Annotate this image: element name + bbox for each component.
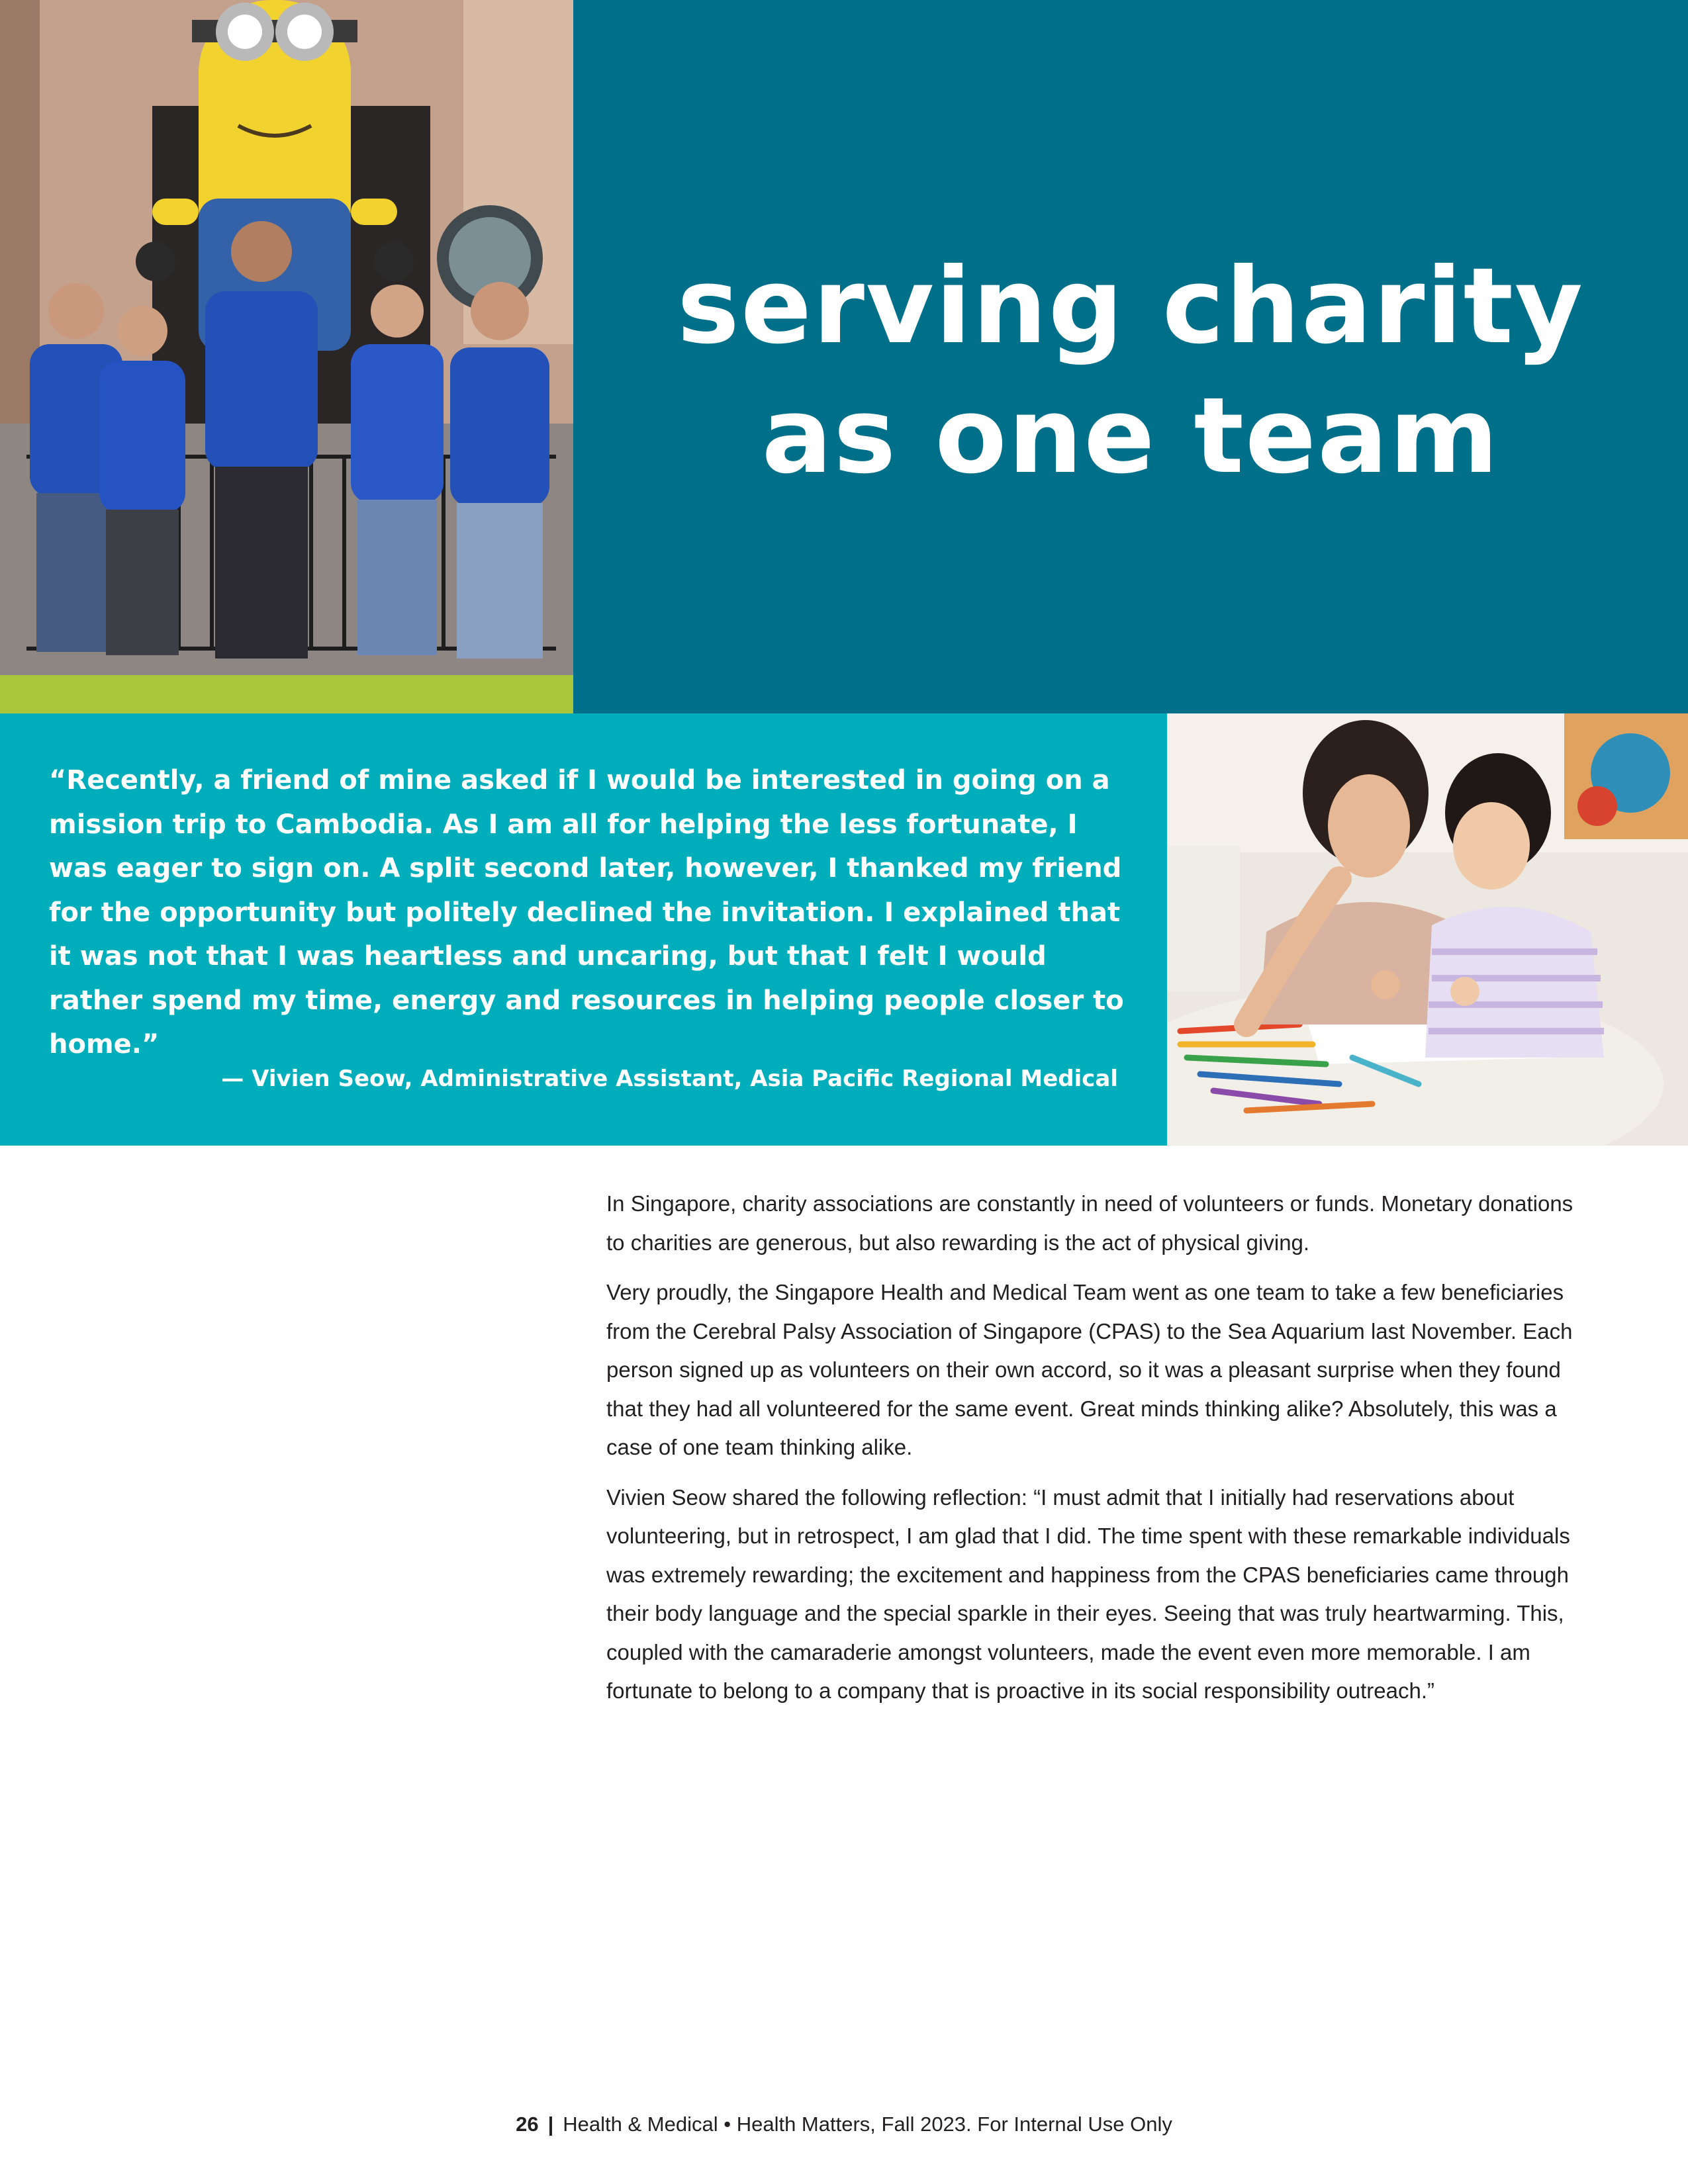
quote-attribution: — Vivien Seow, Administrative Assistant, Asia Pacific Regional Medical [221, 1066, 1118, 1092]
footer-text: Health & Medical • Health Matters, Fall 2023. For Internal Use Only [563, 2113, 1172, 2136]
body-paragraph-2: Very proudly, the Singapore Health and Medical Team went as one team to take a few beneficiaries from the Cerebral Palsy Association of Singapore (CPAS) to the Sea Aquarium last November. Each person signed up as volunteers on their own accord, so it was a pleasant surprise when they found that they had all volunteered for the same event. Great minds thinking alike? Absolutely, this was a case of one team thinking alike. [606, 1280, 1573, 1459]
team-photo [0, 0, 573, 675]
body-paragraph-1: In Singapore, charity associations are constantly in need of volunteers or funds. Monetary donations to charities are generous, but also rewarding is the act of physical giving. [606, 1191, 1573, 1255]
pull-quote: “Recently, a friend of mine asked if I would be interested in going on a mission trip to Cambodia. As I am all for helping the less fortunate, I was eager to sign on. A split second later, however, I thanked my friend for the opportunity but politely declined the invitation. I explained that it was not that I was heartless and uncaring, but that I felt I would rather spend my time, energy and resources in helping people closer to home.” [49, 765, 1124, 1060]
drawing-photo [1167, 713, 1688, 1146]
body-paragraph-3: Vivien Seow shared the following reflection: “I must admit that I initially had reservations about volunteering, but in retrospect, I am glad that I did. The time spent with these remarkable individuals was extremely rewarding; the excitement and happiness from the CPAS beneficiaries came through their body language and the special sparkle in their eyes. Seeing that was truly heartwarming. This, coupled with the camaraderie amongst volunteers, made the event even more memorable. I am fortunate to belong to a company that is proactive in its social responsibility outreach.” [606, 1484, 1570, 1703]
article-body [606, 1185, 1579, 1722]
pull-quote-band [0, 713, 1167, 1146]
page-footer [0, 2111, 1688, 2138]
title-line-1: serving charity [677, 246, 1585, 367]
page-title [573, 242, 1688, 501]
title-block [573, 0, 1688, 713]
page-number: 26 [516, 2113, 539, 2136]
lime-accent-bar [0, 675, 573, 713]
footer-separator: | [547, 2113, 554, 2136]
title-line-2: as one team [761, 375, 1500, 497]
